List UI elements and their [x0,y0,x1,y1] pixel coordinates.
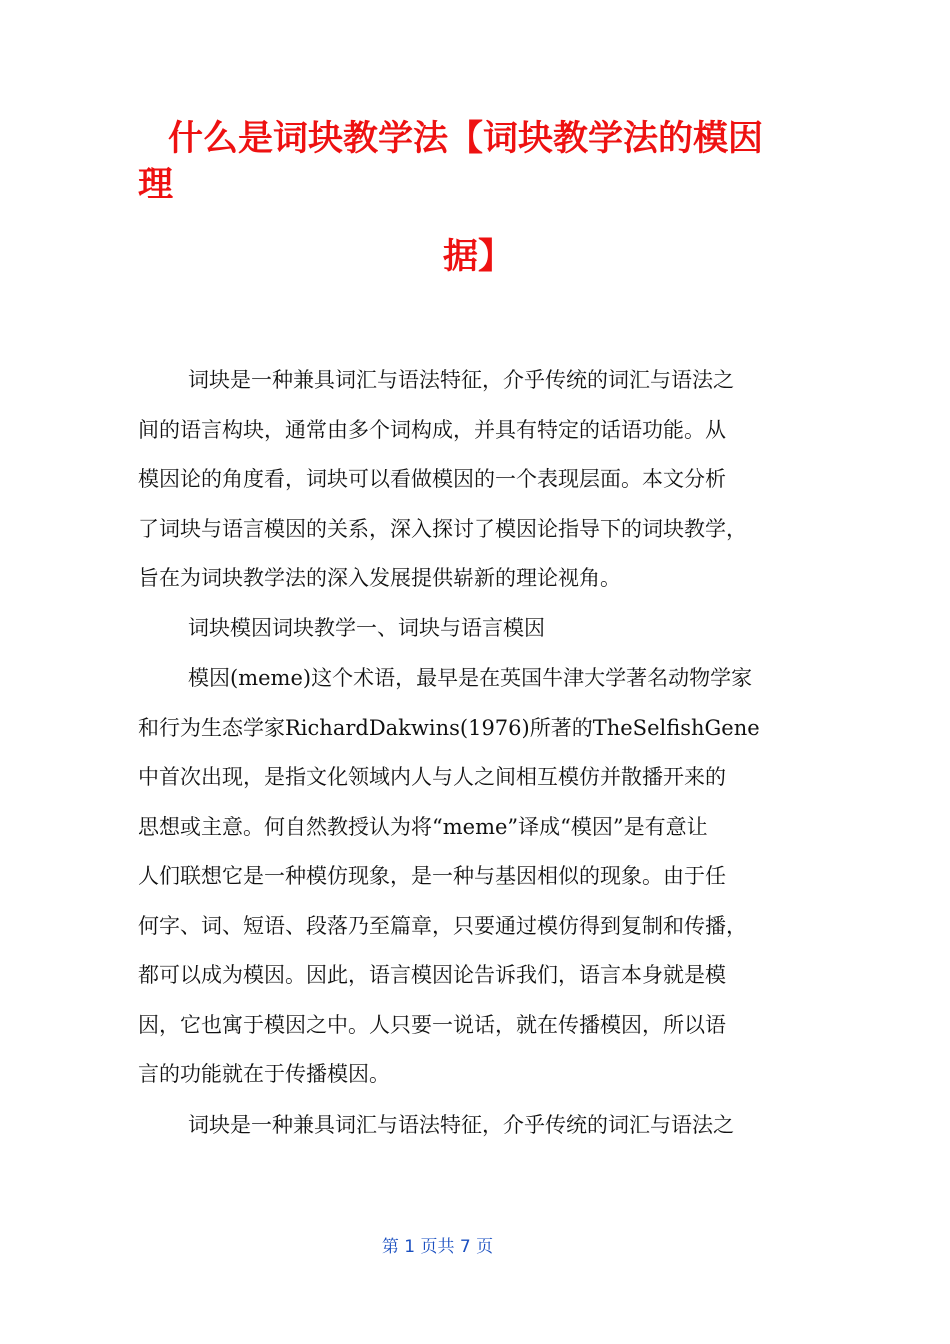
paragraph-abstract [138,356,818,604]
paragraph-line: 旨在为词块教学法的深入发展提供崭新的理论视角。 [138,566,621,590]
paragraph-line: 和行为生态学家RichardDakwins(1976)所著的TheSelfishGene [138,715,760,740]
paragraph-line: 思想或主意。何自然教授认为将“meme”译成“模因”是有意让 [138,814,708,839]
paragraph-line: 中首次出现，是指文化领域内人与人之间相互模仿并散播开来的 [138,765,726,789]
paragraph-line: 因，它也寓于模因之中。人只要一说话，就在传播模因，所以语 [138,1012,726,1037]
paragraph-line: 何字、词、短语、段落乃至篇章，只要通过模仿得到复制和传播， [138,913,747,938]
paragraph-line: 间的语言构块，通常由多个词构成，并具有特定的话语功能。从 [138,417,726,442]
paragraph-line: 都可以成为模因。因此，语言模因论告诉我们，语言本身就是模 [138,963,726,987]
document-title-line-2: 理 [138,165,174,205]
document-title-line-1: 什么是词块教学法【词块教学法的模因 [168,119,764,159]
document-title-line-3: 据】 [442,237,513,277]
paragraph-line: 词块是一种兼具词汇与语法特征，介乎传统的词汇与语法之 [188,1113,734,1137]
paragraph-line: 言的功能就在于传播模因。 [138,1062,390,1086]
paragraph-line: 词块模因词块教学一、词块与语言模因 [188,616,545,640]
paragraph-line: 人们联想它是一种模仿现象，是一种与基因相似的现象。由于任 [138,864,726,888]
paragraph-keywords-heading [138,604,818,654]
paragraph-lexical-chunk [138,1101,818,1151]
paragraph-line: 了词块与语言模因的关系，深入探讨了模因论指导下的词块教学， [138,516,747,541]
page-number-footer: 第 1 页共 7 页 [381,1237,494,1257]
paragraph-line: 模因(meme)这个术语，最早是在英国牛津大学著名动物学家 [188,666,753,690]
paragraph-meme-definition [138,654,818,1100]
paragraph-line: 模因论的角度看，词块可以看做模因的一个表现层面。本文分析 [138,467,726,491]
paragraph-line: 词块是一种兼具词汇与语法特征，介乎传统的词汇与语法之 [188,368,734,392]
